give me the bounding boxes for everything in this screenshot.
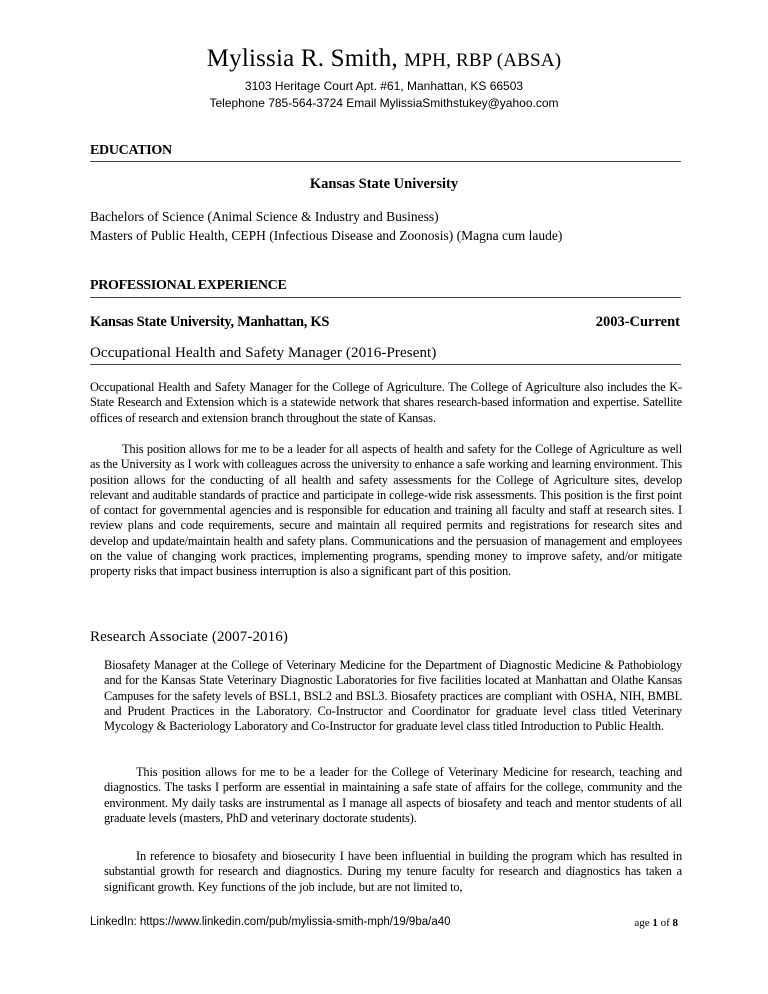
role-paragraph: Occupational Health and Safety Manager for the College of Agriculture. The College of Agriculture also includes the K-State Research and Extension which is a statewide network that shares research-based information and expertise. Satellite offices of research and extension branch throughout the state of Kansas. xyxy=(90,380,682,425)
education-heading: EDUCATION xyxy=(90,143,172,158)
credentials-text: MPH, RBP (ABSA) xyxy=(404,50,562,71)
role-paragraph: This position allows for me to be a leader for all aspects of health and safety for the College of Agriculture as well as the University as I work with colleagues across the university to enhance a safe working and learning environment. This position allows for the conducting of all health and safety assessments for the College of Agriculture sites, develop relevant and auditable standards of practice and participate in college-wide risk assessments. This position is the first point of contact for governmental agencies and is responsible for education and training all faculty and staff at research sites. I review plans and code requirements, secure and maintain all required permits and registrations for research sites and develop and update/maintain health and safety plans. Communications and the persuasion of management and employees on the value of changing work practices, implementing programs, spending money to improve safety, and/or mitigate property risks that impact business interruption is also a significant part of this position. xyxy=(90,442,682,579)
role-paragraph: Biosafety Manager at the College of Veterinary Medicine for the Department of Diagnostic Medicine & Pathobiology and for the Kansas State Veterinary Diagnostic Laboratories for five facilities located at Manhattan and Olathe Kansas Campuses for the safety levels of BSL1, BSL2 and BSL3. Biosafety practices are compliant with OSHA, NIH, BMBL and Prudent Practices in the Laboratory. Co-Instructor and Coordinator for graduate level class titled Veterinary Mycology & Bacteriology Laboratory and Co-Instructor for graduate level class titled Introduction to Public Health. xyxy=(104,658,682,734)
experience-heading: PROFESSIONAL EXPERIENCE xyxy=(90,278,287,293)
address-line: 3103 Heritage Court Apt. #61, Manhattan, KS 66503 xyxy=(244,79,524,93)
role-rule xyxy=(90,364,681,365)
role-paragraph: In reference to biosafety and biosecurity I have been influential in building the program which has resulted in substantial growth for research and diagnostics. During my tenure faculty for research and diagnostics has taken a significant growth. Key functions of the job include, but are not limited to, xyxy=(104,849,682,894)
page-current: 1 xyxy=(652,917,658,929)
page-of: of xyxy=(660,917,670,929)
degree-bachelors: Bachelors of Science (Animal Science & Industry and Business) xyxy=(90,209,439,224)
degree-masters: Masters of Public Health, CEPH (Infectious Disease and Zoonosis) (Magna cum laude) xyxy=(90,228,563,243)
contact-line: Telephone 785-564-3724 Email MylissiaSmithstukey@yahoo.com xyxy=(209,96,559,110)
employment-dates: 2003-Current xyxy=(595,314,680,330)
page-number xyxy=(634,917,678,929)
employer-name: Kansas State University, Manhattan, KS xyxy=(90,314,330,330)
role-paragraph: This position allows for me to be a leader for the College of Veterinary Medicine for research, teaching and diagnostics. The tasks I perform are essential in maintaining a safe state of affairs for the college, community and the environment. My daily tasks are instrumental as I manage all aspects of biosafety and teach and mentor students of all graduate levels (masters, PhD and veterinary doctorate students). xyxy=(104,765,682,825)
candidate-name xyxy=(0,44,768,76)
school-name: Kansas State University xyxy=(309,176,459,192)
page-total: 8 xyxy=(672,917,678,929)
linkedin-link[interactable]: LinkedIn: https://www.linkedin.com/pub/mylissia-smith-mph/19/9ba/a40 xyxy=(90,916,451,928)
education-rule xyxy=(90,161,681,162)
role-title-ohs-manager: Occupational Health and Safety Manager (2016-Present) xyxy=(90,345,437,361)
role-title-research-associate: Research Associate (2007-2016) xyxy=(90,629,288,645)
name-text: Mylissia R. Smith, xyxy=(206,45,398,72)
page-prefix: age xyxy=(634,917,650,929)
experience-rule xyxy=(90,297,681,298)
